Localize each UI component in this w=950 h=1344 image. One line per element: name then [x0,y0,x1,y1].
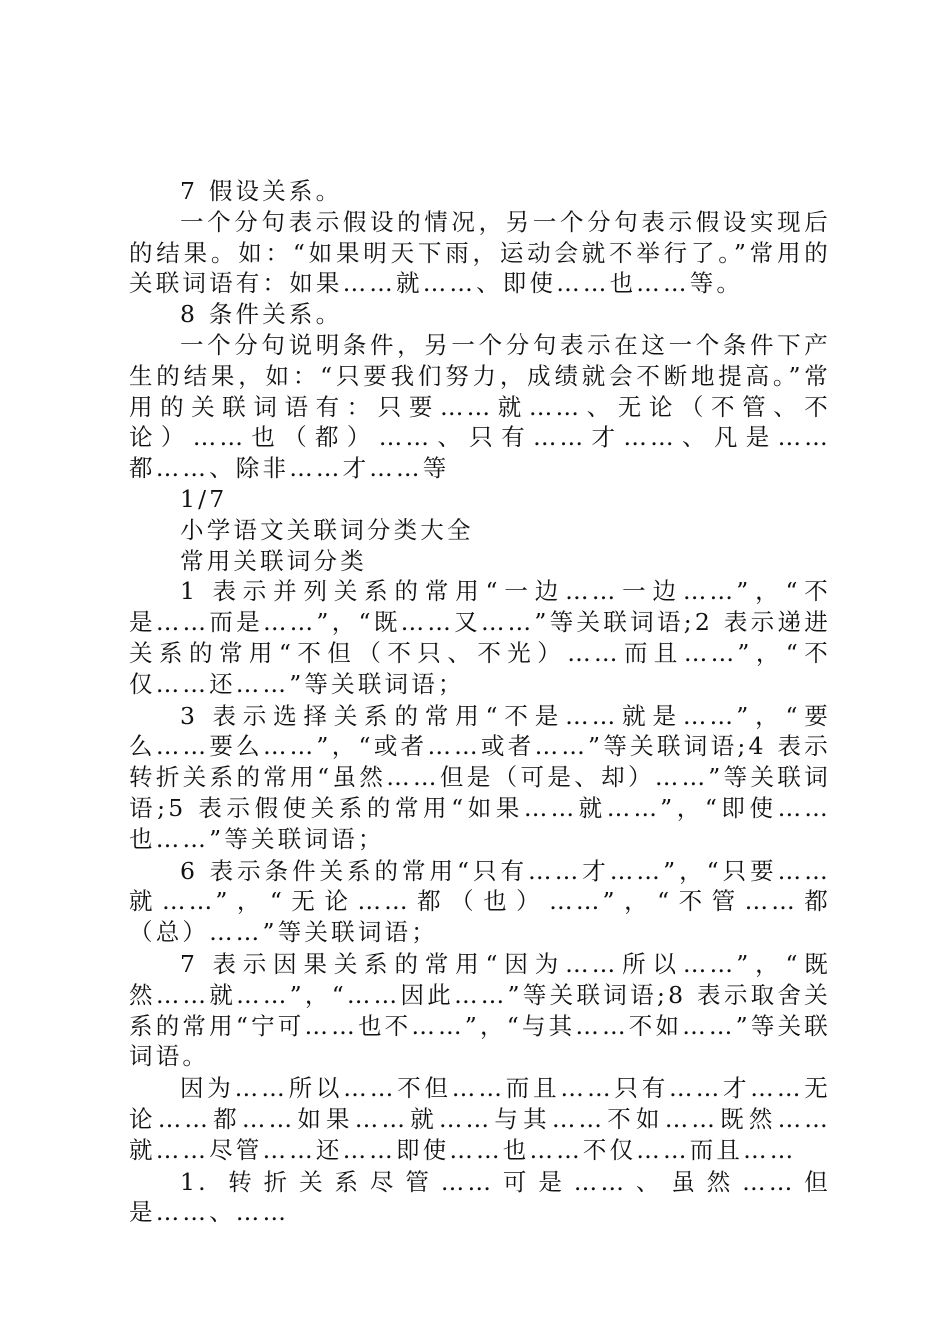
heading-conditional: 8 条件关系。 [180,300,343,329]
heading-hypothetical: 7 假设关系。 [180,177,343,205]
document-title: 小学语文关联词分类大全 [180,515,474,544]
paragraph-parallel-progressive: 1 表示并列关系的常用“一边……一边……”，“不是……而是……”，“既……又……”等关联词语;2 表示递进关系的常用“不但（不只、不光）……而且……”，“不仅……还……”等关联词语； [129,577,831,698]
section-title: 常用关联词分类 [180,546,367,575]
paragraph-word-list: 因为……所以……不但……而且……只有……才……无论……都……如果……就……与其……不如……既然……就……尽管……还……即使……也……不仅……而且…… [129,1074,831,1164]
paragraph-conditional: 一个分句说明条件，另一个分句表示在这一个条件下产生的结果，如：“只要我们努力，成绩就会不断地提高。”常用的关联词语有：只要……就……、无论（不管、不论）……也（都）……、只有……才……、凡是……都……、除非……才……等 [129,330,831,483]
paragraph-adversative-list: 1. 转折关系尽管……可是……、虽然……但是……、…… [129,1167,831,1227]
paragraph-cause-choice: 7 表示因果关系的常用“因为……所以……”，“既然……就……”，“……因此……”等关联词语;8 表示取舍关系的常用“宁可……也不……”，“与其……不如……”等关联词语。 [129,949,831,1071]
paragraph-choice-adversative: 3 表示选择关系的常用“不是……就是……”，“要么……要么……”，“或者……或者……”等关联词语;4 表示转折关系的常用“虽然……但是（可是、却）……”等关联词语;5 表示假使关系的常用“如果……就……”，“即使……也……”等关联词语； [129,701,831,853]
page-number: 1/7 [180,484,228,513]
document-body [129,176,831,1228]
paragraph-condition: 6 表示条件关系的常用“只有……才……”，“只要……就……”，“无论……都（也）……”，“不管……都（总）……”等关联词语； [129,856,831,947]
paragraph-hypothetical: 一个分句表示假设的情况，另一个分句表示假设实现后的结果。如：“如果明天下雨，运动会就不举行了。”常用的关联词语有：如果……就……、即使……也……等。 [129,207,831,298]
